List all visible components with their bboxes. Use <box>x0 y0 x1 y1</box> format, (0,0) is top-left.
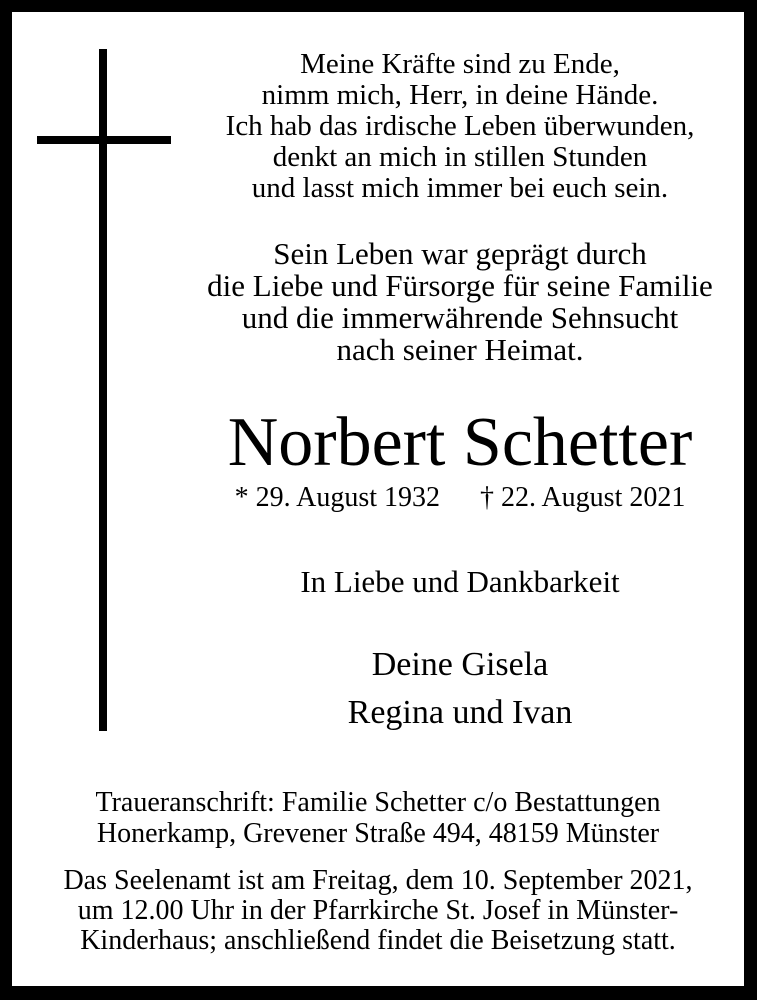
funeral-service-info <box>12 866 744 956</box>
verse-line: und lasst mich immer bei euch sein. <box>251 172 669 204</box>
opening-verse <box>176 49 744 204</box>
verse-line: nimm mich, Herr, in deine Hände. <box>261 79 659 111</box>
mourner-name: Deine Gisela <box>371 646 549 683</box>
address-line: Traueranschrift: Familie Schetter c/o Bestattungen <box>95 787 661 818</box>
life-dates <box>176 482 744 513</box>
closing-words: In Liebe und Dankbarkeit <box>300 564 620 599</box>
service-line: um 12.00 Uhr in der Pfarrkirche St. Josef in Münster- <box>77 895 679 926</box>
verse-line: Meine Kräfte sind zu Ende, <box>300 48 620 80</box>
service-line: Kinderhaus; anschließend findet die Beisetzung statt. <box>80 925 676 956</box>
mourner-name: Regina und Ivan <box>347 694 573 731</box>
cross-vertical-bar <box>99 49 107 731</box>
tribute-line: und die immerwährende Sehnsucht <box>241 300 679 335</box>
service-line: Das Seelenamt ist am Freitag, dem 10. September 2021, <box>63 865 693 896</box>
address-line: Honerkamp, Grevener Straße 494, 48159 Münster <box>96 818 660 849</box>
deceased-name: Norbert Schetter <box>227 404 693 481</box>
verse-line: Ich hab das irdische Leben überwunden, <box>225 110 695 142</box>
cross-horizontal-bar <box>37 136 171 144</box>
death-date: † 22. August 2021 <box>480 482 686 513</box>
tribute-line: Sein Leben war geprägt durch <box>273 236 647 271</box>
tribute-line: die Liebe und Fürsorge für seine Familie <box>207 268 713 303</box>
tribute-line: nach seiner Heimat. <box>336 332 584 367</box>
verse-line: denkt an mich in stillen Stunden <box>272 141 648 173</box>
condolence-address <box>12 787 744 849</box>
birth-date: * 29. August 1932 <box>234 482 440 513</box>
tribute-text <box>176 238 744 366</box>
